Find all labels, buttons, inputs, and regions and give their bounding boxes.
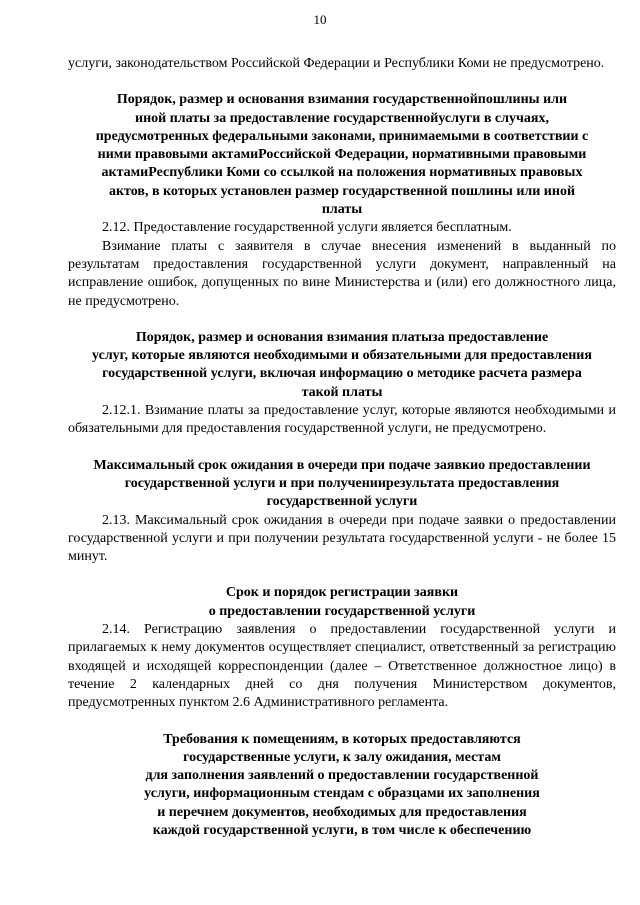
document-body <box>68 55 616 840</box>
section-heading: Порядок, размер и основания взимания государственнойпошлины или иной платы за предоставление государственнойуслуги в случаях, предусмотренных федеральными законами, принимаемыми в соответствии с ними правовыми актамиРоссийской Федерации, нормативными правовыми актамиРеспублики Коми со ссылкой на положения нормативных правовых актов, в которых установлен размер государственной пошлины или иной платы <box>95 92 589 218</box>
paragraph: 2.12. Предоставление государственной услуги является бесплатным. <box>102 220 512 236</box>
paragraph: Взимание платы с заявителя в случае внесения изменений в выданный по результатам предоставления государственной услуги документ, направленный на исправление ошибок, допущенных по вине Министерства и (или) его должностного лица, не предусмотрено. <box>68 238 616 309</box>
paragraph: услуги, законодательством Российской Федерации и Республики Коми не предусмотрено. <box>68 56 605 71</box>
section-heading: Максимальный срок ожидания в очереди при подаче заявкио предоставлении государственной услуги и при получениирезультата предоставления государственной услуги <box>93 457 591 510</box>
paragraph: 2.12.1. Взимание платы за предоставление услуг, которые являются необходимыми и обязательными для предоставления государственной услуги, не предусмотрено. <box>68 403 616 437</box>
paragraph: 2.13. Максимальный срок ожидания в очереди при подаче заявки о предоставлении государственной услуги и при получении результата государственной услуги - не более 15 минут. <box>68 512 616 565</box>
section-heading: Срок и порядок регистрации заявки о предоставлении государственной услуги <box>208 585 476 619</box>
paragraph: 2.14. Регистрацию заявления о предоставлении государственной услуги и прилагаемых к нему документов осуществляет специалист, ответственный за регистрацию входящей и исходящей корреспонденции (далее – Ответственное должностное лицо) в течение 2 календарных дней со дня получения Министерством документов, предусмотренных пунктом 2.6 Административного регламента. <box>68 622 616 711</box>
section-heading: Требования к помещениям, в которых предоставляются государственные услуги, к залу ожидания, местам для заполнения заявлений о предоставлении государственной услуги, информационным стендам с образцами их заполнения и перечнем документов, необходимых для предоставления каждой государственной услуги, в том числе к обеспечению <box>144 731 540 838</box>
section-heading: Порядок, размер и основания взимания платыза предоставление услуг, которые являются необходимыми и обязательными для предоставления государственной услуги, включая информацию о методике расчета размера такой платы <box>92 329 592 400</box>
page-number: 10 <box>313 12 327 27</box>
